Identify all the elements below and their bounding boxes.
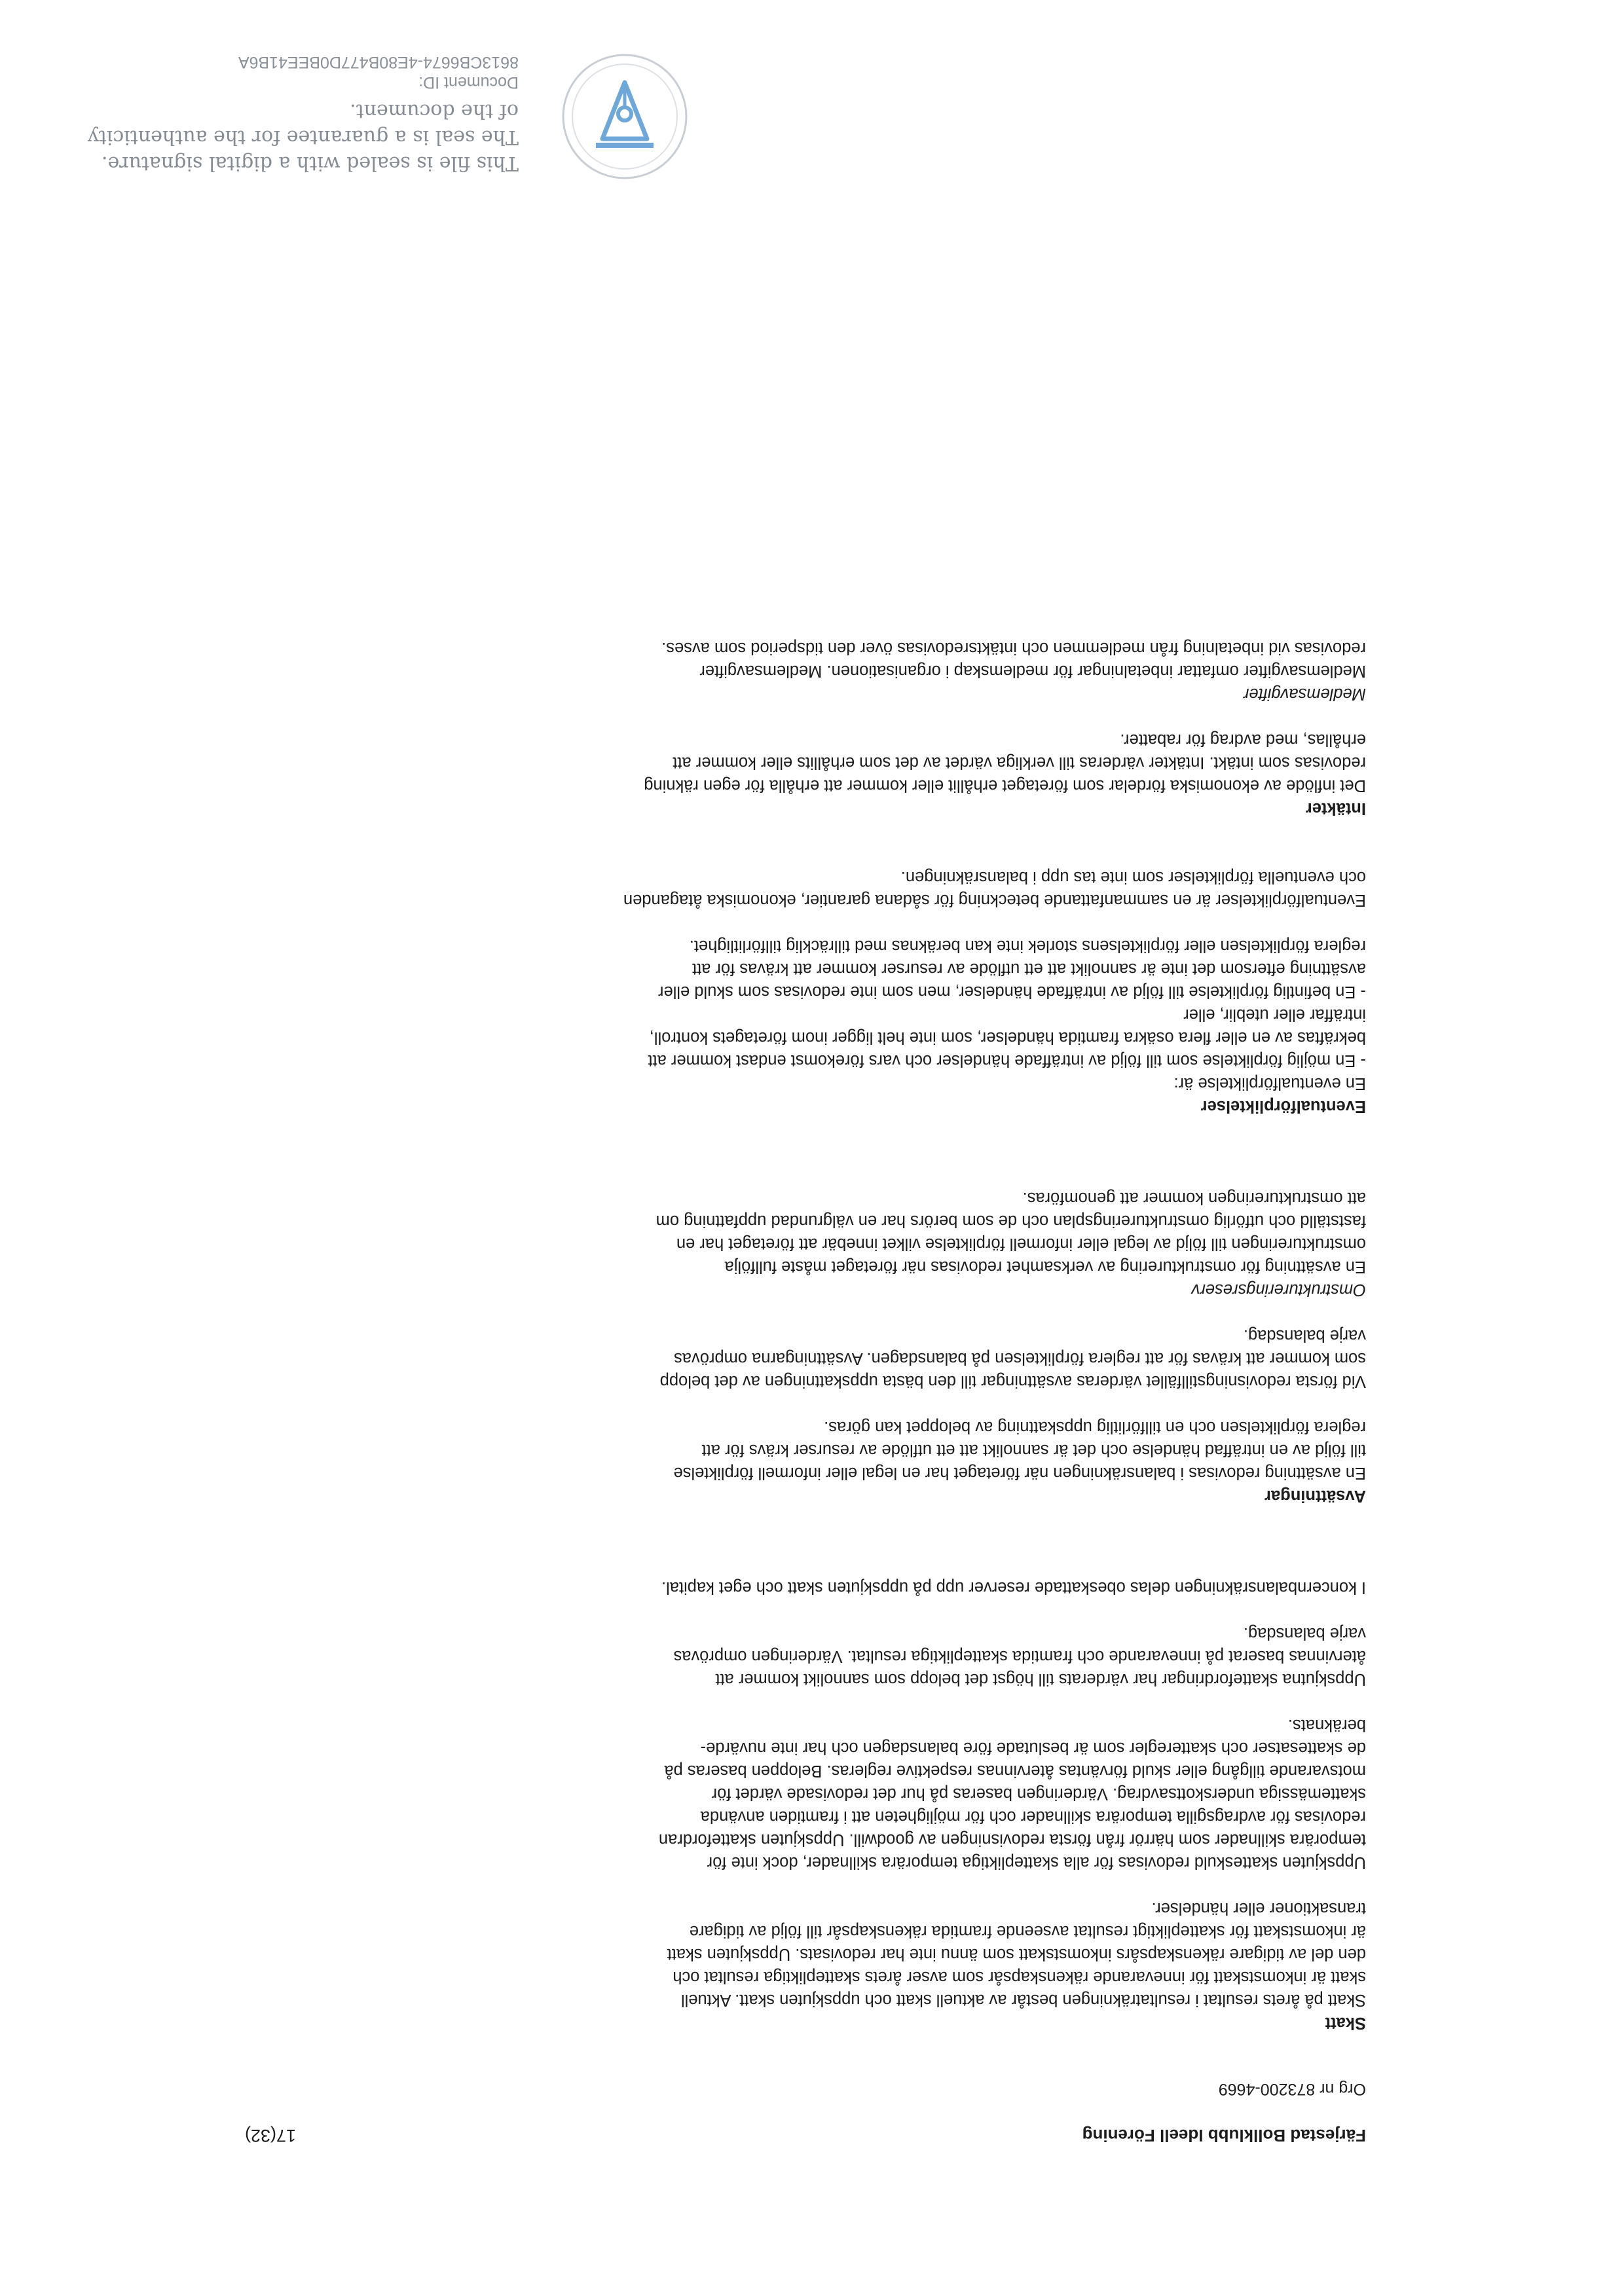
text-line: varje balansdag.: [1243, 1624, 1366, 1643]
text-line: redovisas för avdragsgilla temporära skillnader och för möjligheten att i framtiden använda: [700, 1808, 1366, 1826]
section-heading-eventualforpliktelser: Eventualförpliktelser: [1200, 1097, 1366, 1116]
text-line: redovisas vid inbetalning från medlemmen och intäktsredovisas över den tidsperiod som avses.: [661, 639, 1366, 657]
subheading-medlemsavgifter: Medlemsavgifter: [1243, 685, 1366, 703]
text-line: En eventualförpliktelse är:: [1173, 1074, 1366, 1093]
text-line: reglera förpliktelsen och en tillförlitlig uppskattning av beloppet kan göras.: [824, 1418, 1366, 1436]
subheading-omstruktureringsreserv: Omstruktureringsreserv: [1191, 1281, 1366, 1299]
document-body: [495, 636, 1366, 2034]
section-heading-skatt: Skatt: [1325, 2014, 1366, 2032]
eventual-paragraph-2: [495, 866, 1366, 911]
text-line: - En möjlig förpliktelse som till följd av inträffade händelser och vars förekomst endast kommer att: [648, 1051, 1366, 1070]
document-id: [238, 52, 519, 92]
text-line: transaktioner eller händelser.: [1151, 1899, 1366, 1918]
intakter-paragraph-1: [495, 728, 1366, 797]
avsattningar-paragraph-1: [495, 1415, 1366, 1484]
text-line: I koncernbalansräkningen delas obeskattade reserver upp på uppskjuten skatt och eget kapital.: [661, 1578, 1366, 1597]
text-line: är inkomstskatt för skattepliktigt resultat avseende framtida räkenskapsår till följd av tidigare: [689, 1922, 1366, 1941]
avsattningar-paragraph-2: [495, 1324, 1366, 1393]
text-line: återvinnas baserat på innevarande och framtida skattepliktiga resultat. Värderingen omprövas: [673, 1647, 1366, 1666]
text-line: Medlemsavgifter omfattar inbetalningar för medlemskap i organisationen. Medlemsavgifter: [699, 662, 1366, 680]
text-line: Vid första redovisningstillfället värderas avsättningar till den bästa uppskattningen av det belopp: [659, 1372, 1366, 1391]
text-line: skatt är inkomstskatt för innevarande räkenskapsår som avser årets skattepliktiga resultat och: [673, 1968, 1366, 1986]
organization-name: Färjestad Bollklubb Ideell Förening: [1082, 2126, 1366, 2145]
text-line: En avsättning redovisas i balansräkningen när företaget har en legal eller informell förpliktelse: [673, 1464, 1366, 1482]
skatt-paragraph-1: [495, 1897, 1366, 2011]
skatt-paragraph-4: [495, 1576, 1366, 1599]
text-line: omstruktureringen till följd av legal eller informell förpliktelse vilket innebär att företaget har en: [676, 1235, 1366, 1253]
text-line: redovisas som intäkt. Intäkter värderas till verkliga värdet av det som erhållits eller kommer att: [673, 754, 1366, 772]
page-number: 17(32): [244, 2126, 296, 2145]
text-line: En avsättning för omstrukturering av verksamhet redovisas när företaget måste fullfölja: [724, 1258, 1366, 1276]
organization-number: Org nr 873200-4669: [1218, 2080, 1366, 2098]
intakter-paragraph-2: [495, 636, 1366, 682]
text-line: varje balansdag.: [1243, 1326, 1366, 1345]
text-line: den del av tidigare räkenskapsårs inkomstskatt som ännu inte har redovisats. Uppskjuten skatt: [667, 1945, 1366, 1963]
text-line: fastställd och utförlig omstruktureringsplan och de som berörs har en välgrundad uppfattning om: [655, 1212, 1366, 1230]
section-heading-avsattningar: Avsättningar: [1264, 1487, 1366, 1505]
skatt-paragraph-3: [495, 1622, 1366, 1690]
text-line: of the document.: [350, 100, 519, 122]
digital-seal: [68, 48, 690, 185]
text-line: och eventuella förpliktelser som inte tas upp i balansräkningen.: [900, 868, 1366, 886]
text-line: skattemässiga underskottsavdrag. Värderingen baseras på hur det redovisade värdet för: [711, 1785, 1366, 1803]
text-line: beräknats.: [1287, 1716, 1366, 1734]
pen-nib-icon: [559, 51, 690, 182]
text-line: Det inflöde av ekonomiska fördelar som företaget erhållit eller kommer att erhålla för egen räkning: [644, 776, 1366, 795]
seal-statement: [88, 98, 519, 176]
text-line: Uppskjuten skatteskuld redovisas för alla skattepliktiga temporära skillnader, dock inte för: [707, 1853, 1366, 1872]
text-line: inträffar eller uteblir, eller: [1183, 1006, 1366, 1024]
text-line: att omstruktureringen kommer att genomföras.: [1022, 1189, 1366, 1207]
text-line: avsättning eftersom det inte är sannolikt att ett utflöde av resurser kommer att krävas för att: [692, 960, 1366, 978]
text-line: Eventualförpliktelser är en sammanfattande beteckning för sådana garantier, ekonomiska åtaganden: [623, 891, 1366, 909]
text-line: temporära skillnader som härrör från första redovisningen av goodwill. Uppskjuten skattefordran: [658, 1831, 1366, 1849]
text-line: This file is sealed with a digital signature.: [101, 152, 519, 175]
text-line: reglera förpliktelsen eller förpliktelsens storlek inte kan beräknas med tillräcklig tillförlitlighet.: [689, 937, 1366, 955]
text-line: motsvarande tillgång eller skuld förväntas återvinnas respektive regleras. Beloppen baseras på: [664, 1762, 1366, 1780]
skatt-paragraph-2: [495, 1713, 1366, 1874]
eventual-paragraph-1: [495, 934, 1366, 1095]
text-line: till följd av en inträffad händelse och det är sannolikt att ett utflöde av resurser krävs för att: [701, 1441, 1366, 1459]
text-line: Skatt på årets resultat i resultaträkningen består av aktuell skatt och uppskjuten skatt. Aktuell: [680, 1991, 1366, 2009]
text-line: bekräftas av en eller flera osäkra framtida händelser, som inte helt ligger inom företagets kontroll,: [649, 1029, 1366, 1047]
avsattningar-paragraph-3: [495, 1186, 1366, 1278]
text-line: de skattesatser och skatteregler som är beslutade före balansdagen och har inte nuvärde-: [700, 1739, 1366, 1757]
section-heading-intakter: Intäkter: [1305, 799, 1366, 818]
text-line: The seal is a guarantee for the authenticity: [87, 126, 519, 149]
document-id-value: 8613CB6674-4E80B477D0BEE41B6A: [238, 53, 519, 71]
text-line: erhållas, med avdrag för rabatter.: [1120, 731, 1366, 749]
text-line: - En befintlig förpliktelse till följd av inträffade händelser, men som inte redovisas som skuld eller: [658, 983, 1366, 1001]
text-line: Uppskjutna skattefordringar har värderats till högst det belopp som sannolikt kommer att: [715, 1670, 1366, 1688]
text-line: som kommer att krävas för att reglera förpliktelsen på balansdagen. Avsättningarna omprövas: [674, 1349, 1366, 1368]
document-id-label: Document ID:: [418, 73, 519, 92]
